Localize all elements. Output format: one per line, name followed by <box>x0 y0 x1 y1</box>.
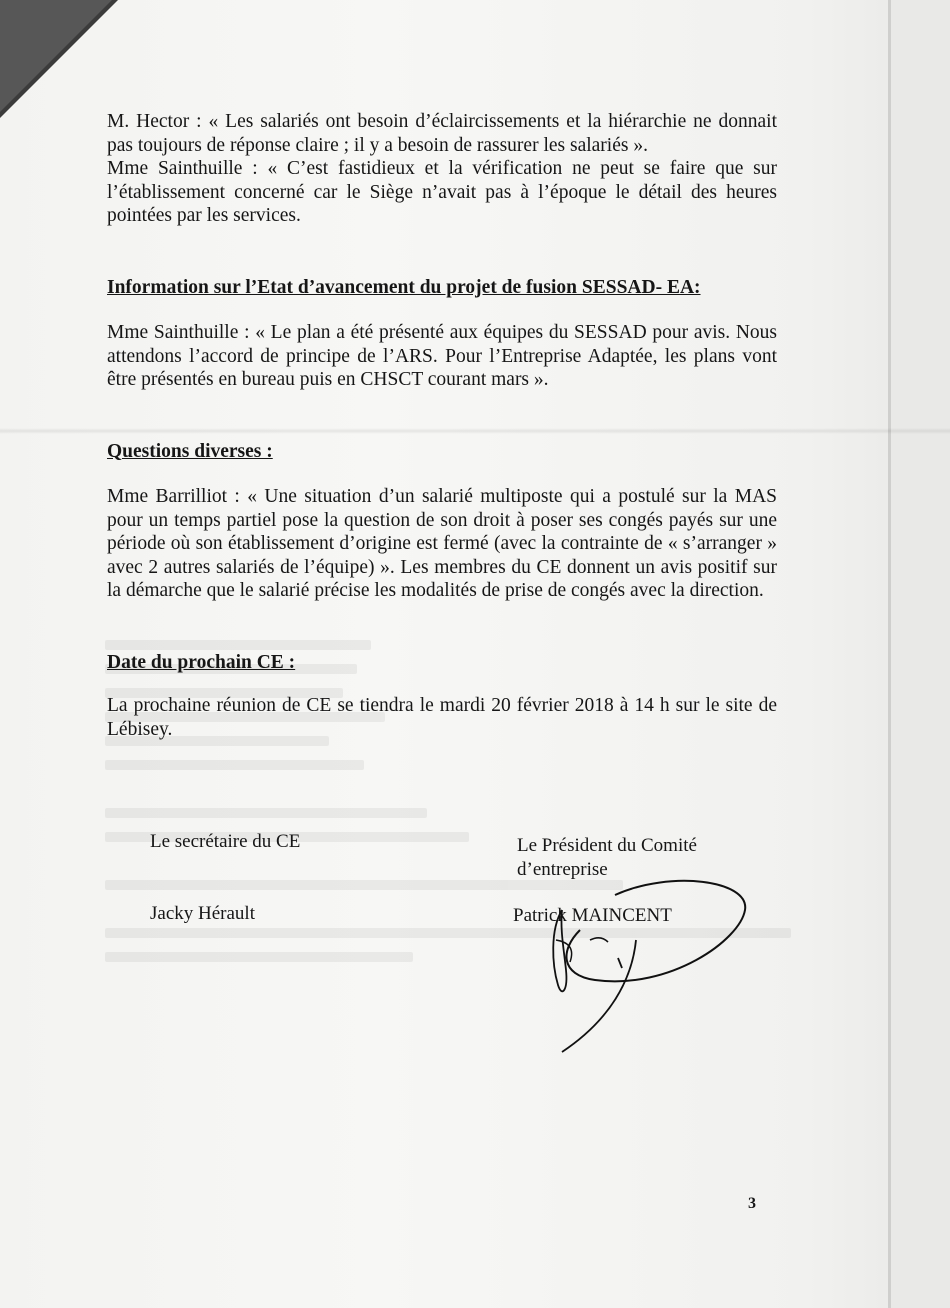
document-body <box>107 110 777 741</box>
heading-questions-diverses: Questions diverses : <box>107 440 273 462</box>
president-title-line1: Le Président du Comité <box>517 835 697 856</box>
paragraph-sainthuille: Mme Sainthuille : « C’est fastidieux et la vérification ne peut se faire que sur l’établissement concerné car le Siège n’avait pas à l’époque le détail des heures pointées par les services. <box>107 158 777 226</box>
president-title-line2: d’entreprise <box>517 859 608 880</box>
paragraph-date: La prochaine réunion de CE se tiendra le mardi 20 février 2018 à 14 h sur le site de Lébisey. <box>107 695 777 740</box>
page-number: 3 <box>748 1195 756 1212</box>
paragraph-fusion: Mme Sainthuille : « Le plan a été présenté aux équipes du SESSAD pour avis. Nous attendons l’accord de principe de l’ARS. Pour l’Entreprise Adaptée, les plans vont être présentés en bureau puis en CHSCT courant mars ». <box>107 322 777 390</box>
secretary-title: Le secrétaire du CE <box>150 831 301 852</box>
vertical-fold-line <box>888 0 891 1308</box>
signature-block-secretary <box>150 830 300 853</box>
president-name: Patrick MAINCENT <box>513 905 672 926</box>
paragraph-questions: Mme Barrilliot : « Une situation d’un salarié multiposte qui a postulé sur la MAS pour un temps partiel pose la question de son droit à poser ses congés payés sur une période où son établissement d’origine est fermé (avec la contrainte de « s’arranger » avec 2 autres salariés de l’équipe) ». Les membres du CE donnent un avis positif sur la démarche que le salarié précise les modalités de prise de congés avec la direction. <box>107 486 777 601</box>
paragraph-hector: M. Hector : « Les salariés ont besoin d’éclaircissements et la hiérarchie ne donnait pas toujours de réponse claire ; il y a besoin de rassurer les salariés ». <box>107 111 777 156</box>
heading-date-prochain-ce: Date du prochain CE : <box>107 651 296 673</box>
page-edge-strip <box>891 0 950 1308</box>
folded-corner-shade <box>0 0 112 112</box>
secretary-name: Jacky Hérault <box>150 903 255 924</box>
heading-fusion: Information sur l’Etat d’avancement du projet de fusion SESSAD- EA: <box>107 276 701 298</box>
handwritten-signature-icon <box>520 870 760 1060</box>
